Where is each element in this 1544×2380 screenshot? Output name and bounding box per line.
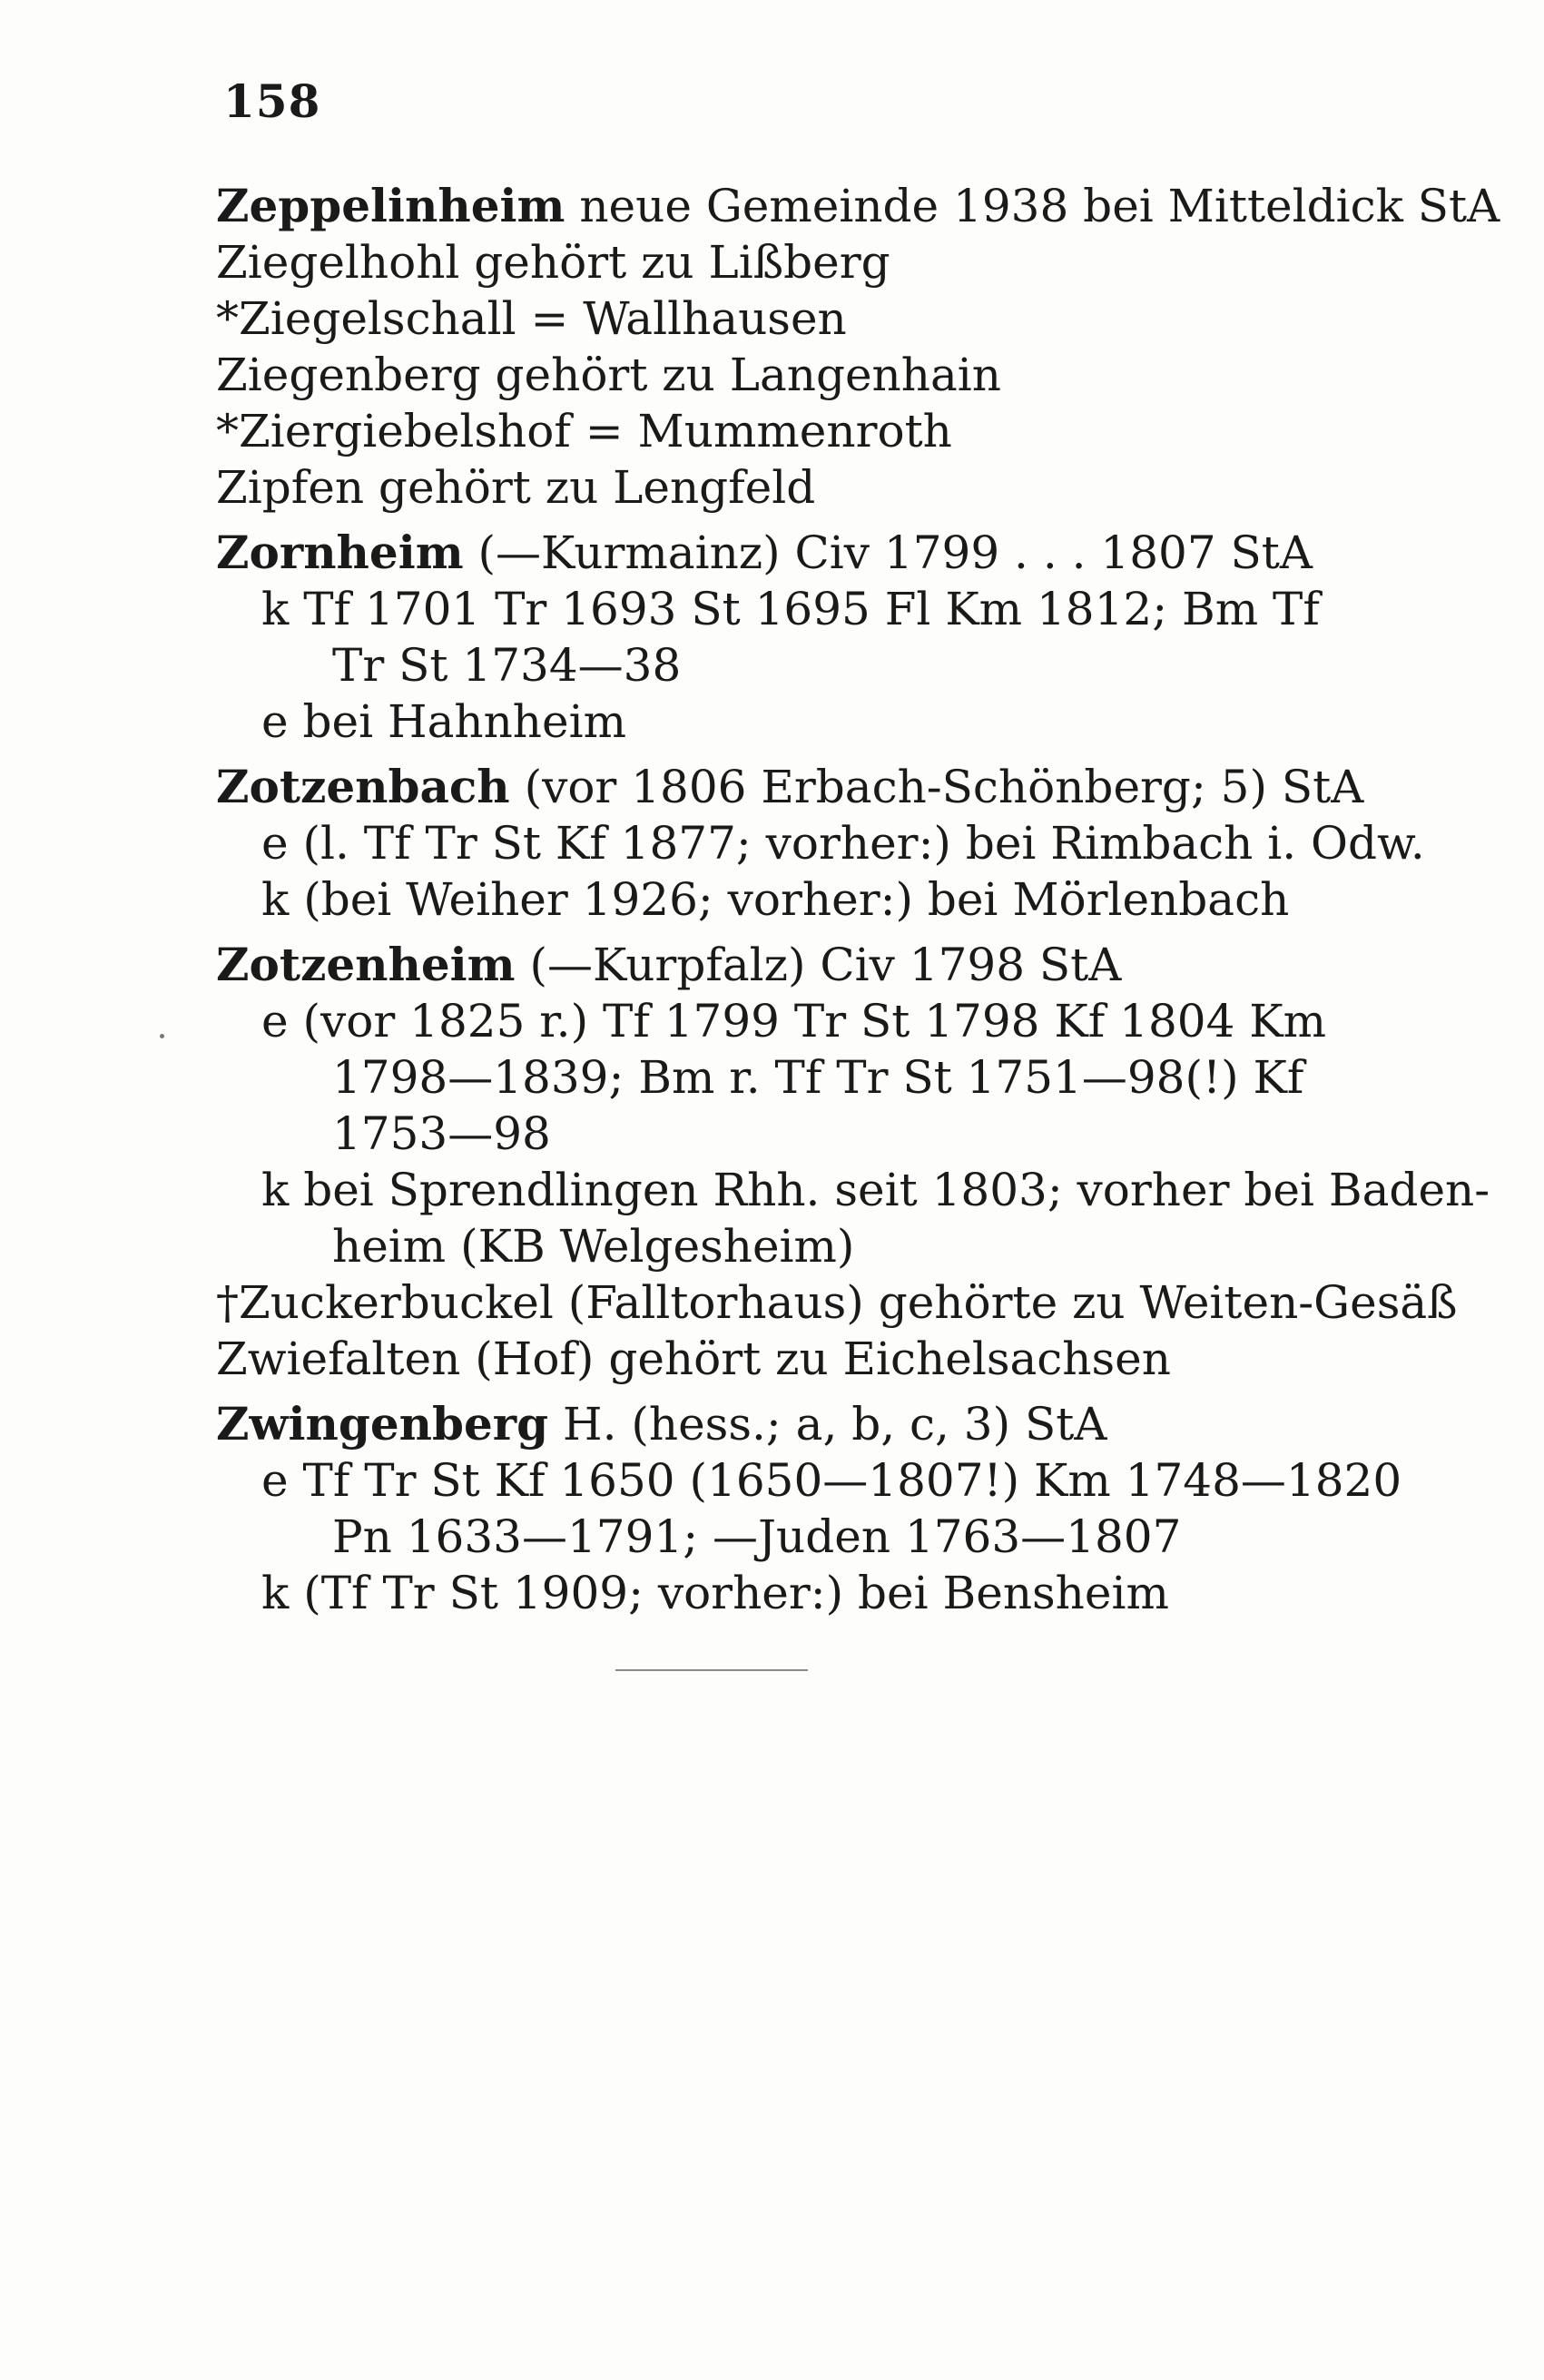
entry-line [216,290,1432,347]
paper-speck [160,1034,164,1038]
entry-text: k (bei Weiher 1926; vorher:) bei Mörlenbach [261,873,1290,926]
entry-line [216,1452,1432,1509]
entry-text: 1753—98 [332,1107,551,1160]
section-rule [615,1669,808,1671]
entry-line [216,347,1432,403]
entry-gap [216,750,1432,759]
entry-line [216,759,1432,815]
entry-line [216,937,1432,993]
entry-text: e (l. Tf Tr St Kf 1877; vorher:) bei Rimbach i. Odw. [261,817,1425,870]
entry-text: 1798—1839; Bm r. Tf Tr St 1751—98(!) Kf [332,1051,1304,1104]
entry-line [216,1396,1432,1452]
gazetteer-entries [216,178,1500,1621]
entry-text: e bei Hahnheim [261,695,626,748]
entry-text: k (Tf Tr St 1909; vorher:) bei Bensheim [261,1567,1169,1619]
entry-text: neue Gemeinde 1938 bei Mitteldick StA [565,180,1500,232]
page-number: 158 [223,74,321,128]
entry-headword: Zotzenheim [216,938,516,991]
entry-line [216,1331,1432,1387]
entry-line [216,1274,1458,1331]
entry-line [216,234,1432,290]
entry-line [216,1218,1432,1274]
entry-line [216,693,1432,750]
entry-line [216,1106,1432,1162]
entry-line [216,1565,1432,1621]
entry-text: (—Kurmainz) Civ 1799 . . . 1807 StA [463,526,1313,579]
entry-headword: Zwingenberg [216,1397,549,1451]
entry-text: heim (KB Welgesheim) [332,1220,855,1273]
entry-text: Zipfen gehört zu Lengfeld [216,461,816,514]
entry-text: k bei Sprendlingen Rhh. seit 1803; vorher bei Baden- [261,1164,1490,1216]
entry-line [216,581,1432,637]
entry-line [216,459,1432,516]
entry-headword: Zotzenbach [216,760,510,813]
entry-text: Ziegenberg gehört zu Langenhain [216,349,1001,401]
entry-line [216,1049,1432,1106]
entry-text: e (vor 1825 r.) Tf 1799 Tr St 1798 Kf 1804 Km [261,995,1327,1047]
entry-text: Pn 1633—1791; —Juden 1763—1807 [332,1510,1182,1563]
entry-text: Zwiefalten (Hof) gehört zu Eichelsachsen [216,1333,1171,1385]
entry-text: (—Kurpfalz) Civ 1798 StA [515,939,1122,991]
entry-line [216,871,1432,928]
entry-text: (vor 1806 Erbach-Schönberg; 5) StA [509,761,1364,813]
entry-gap [216,928,1432,937]
entry-text: †Zuckerbuckel (Falltorhaus) gehörte zu Weiten-Gesäß [216,1276,1458,1329]
entry-line [216,403,1432,459]
entry-text: H. (hess.; a, b, c, 3) StA [548,1398,1107,1451]
entry-text: *Ziegelschall = Wallhausen [216,292,847,345]
entry-line [216,1162,1490,1218]
entry-headword: Zornheim [216,526,464,579]
entry-line [216,1509,1432,1565]
entry-gap [216,1387,1432,1396]
entry-line [216,525,1432,581]
entry-headword: Zeppelinheim [216,179,565,232]
entry-text: Tr St 1734—38 [332,639,682,692]
entry-text: k Tf 1701 Tr 1693 St 1695 Fl Km 1812; Bm Tf [261,583,1320,635]
entry-line [216,178,1500,234]
entry-text: Ziegelhohl gehört zu Lißberg [216,236,890,289]
entry-text: *Ziergiebelshof = Mummenroth [216,405,952,457]
entry-line [216,993,1432,1049]
entry-line [216,815,1432,871]
entry-text: e Tf Tr St Kf 1650 (1650—1807!) Km 1748—1820 [261,1454,1402,1507]
entry-line [216,637,1432,693]
entry-gap [216,516,1432,525]
